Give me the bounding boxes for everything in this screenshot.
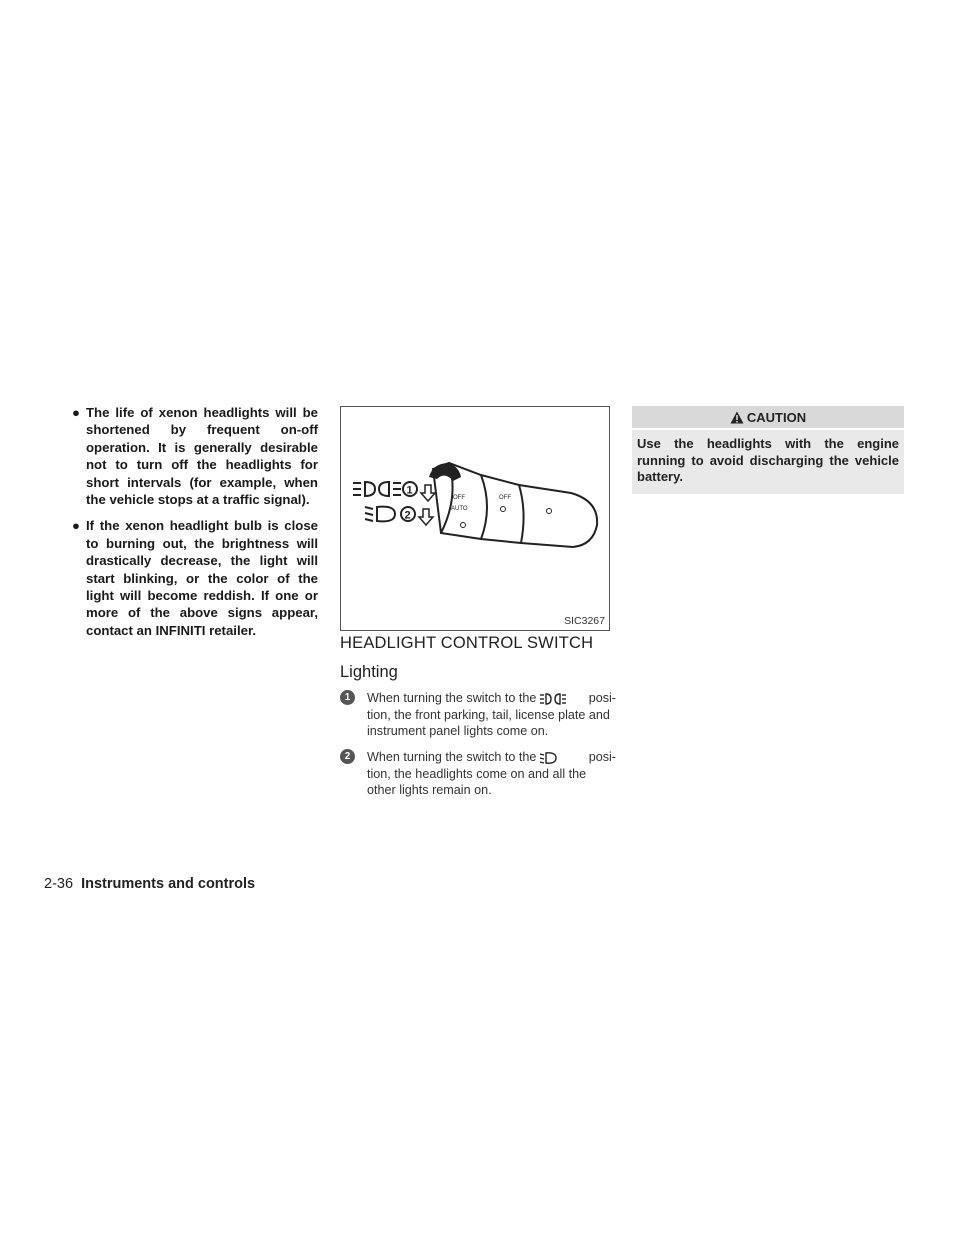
label-off-1: OFF xyxy=(453,495,465,501)
bullet-text: If the xenon headlight bulb is close to burning out, the brightness will drastically decrease, the light will start blinking, or the color of the light will become reddish. If one or more of the above signs appear, contact an INFINITI retailer. xyxy=(86,518,318,638)
item-tail-text: posi- xyxy=(588,691,616,705)
label-auto: AUTO xyxy=(451,506,468,512)
caution-header xyxy=(632,406,904,428)
item-rest-text: tion, the front parking, tail, license plate and instrument panel lights come on. xyxy=(367,707,610,739)
bullet-list xyxy=(72,404,318,648)
headlight-icon xyxy=(540,752,558,764)
caution-box xyxy=(632,406,904,494)
section-heading: HEADLIGHT CONTROL SWITCH xyxy=(340,634,594,652)
caution-title: CAUTION xyxy=(746,409,807,425)
chapter-title: Instruments and controls xyxy=(81,876,256,892)
headlight-switch-figure xyxy=(340,406,610,631)
list-item xyxy=(340,690,616,740)
item-number: 1 xyxy=(340,690,355,705)
figure-code: SIC3267 xyxy=(564,615,605,627)
bullet-text: The life of xenon headlights will be shortened by frequent on-off operation. It is generally desirable not to turn off the headlights for short intervals (for example, when the vehicle stops at a traffic signal). xyxy=(86,405,318,508)
bullet-marker: ● xyxy=(72,518,80,534)
callout-1-label: 1 xyxy=(406,484,413,497)
caution-text: Use the headlights with the engine running to avoid discharging the vehicle battery. xyxy=(632,430,904,494)
item-rest-text: tion, the headlights come on and all the other lights remain on. xyxy=(367,766,587,798)
callout-2-label: 2 xyxy=(404,509,411,522)
headlight-symbol-icon xyxy=(365,507,395,522)
bullet-marker: ● xyxy=(72,405,80,420)
parking-lights-icon xyxy=(540,693,566,705)
warning-triangle-icon xyxy=(730,411,744,424)
label-off-2: OFF xyxy=(499,495,511,501)
switch-illustration xyxy=(341,407,609,630)
bullet-item xyxy=(72,404,318,508)
item-tail-text: posi- xyxy=(588,750,616,764)
page-number: 2-36 xyxy=(44,876,74,892)
item-lead-text: When turning the switch to the xyxy=(367,750,537,764)
arrow-down-icon xyxy=(421,485,435,501)
page-footer xyxy=(44,876,255,892)
parking-lights-symbol-icon xyxy=(353,482,401,496)
section-subheading: Lighting xyxy=(340,663,398,681)
item-lead-text: When turning the switch to the xyxy=(367,691,537,705)
bullet-item xyxy=(72,517,318,639)
arrow-down-icon xyxy=(419,509,433,525)
item-number: 2 xyxy=(340,749,355,764)
list-item xyxy=(340,749,616,799)
